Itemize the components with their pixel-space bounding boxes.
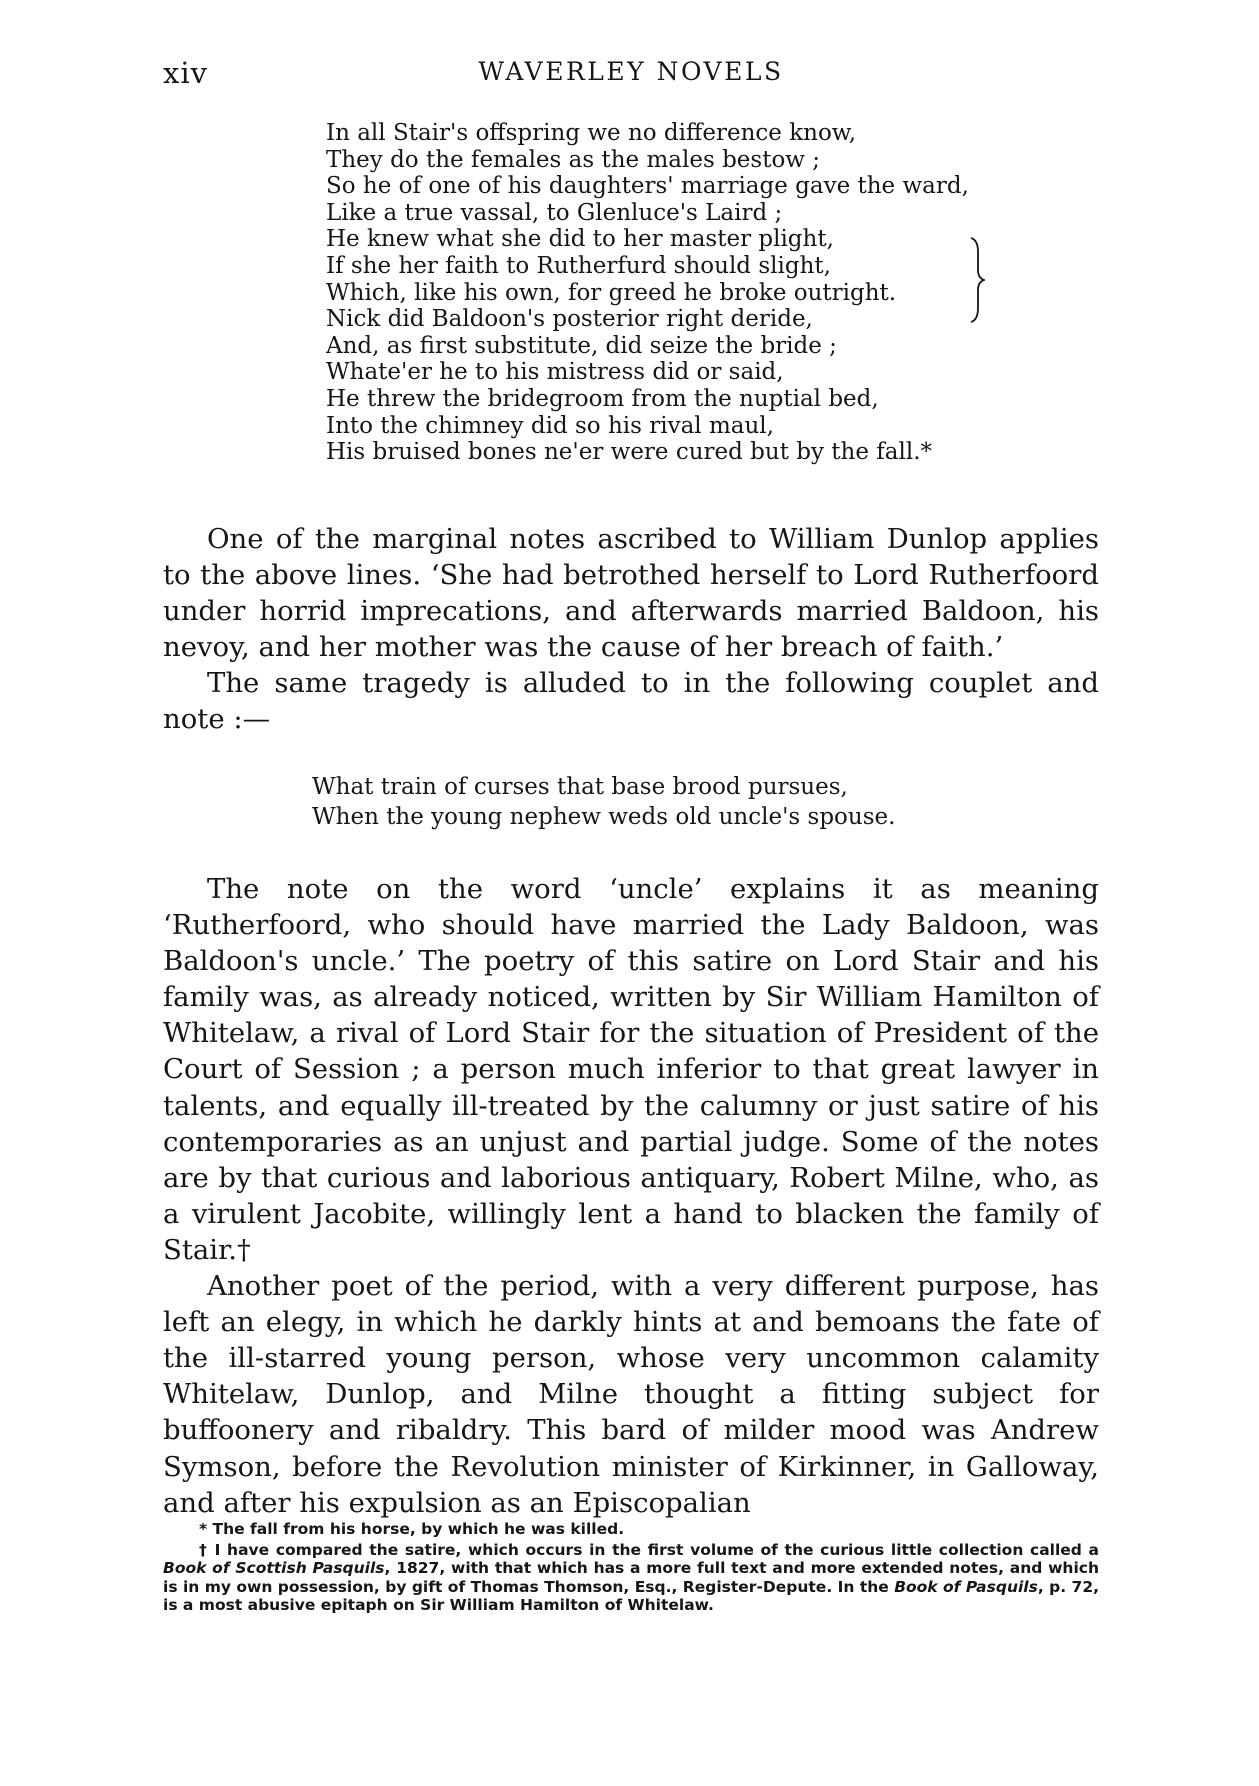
paragraph: The note on the word ‘uncle’ explains it as meaning ‘Rutherfoord, who should have married the Lady Baldoon, was Baldoon's uncle.’ The poetry of this satire on Lord Stair and his family was, as already noticed, written by Sir William Hamilton of Whitelaw, a rival of Lord Stair for the situation of President of the Court of Session ; a person much inferior to that great lawyer in talents, and equally ill-treated by the calumny or just satire of his contemporaries as an unjust and partial judge. Some of the notes are by that curious and laborious antiquary, Robert Milne, who, as a virulent Jacobite, willingly lent a hand to blacken the family of Stair.† bbox=[163, 873, 1099, 1266]
verse-line: If she her faith to Rutherfurd should slight, bbox=[326, 252, 831, 279]
footnote-text: † I have compared the satire, which occurs in the first volume of the curious little collection called a bbox=[199, 1540, 1099, 1559]
verse-line: Which, like his own, for greed he broke outright. bbox=[326, 279, 897, 306]
running-title: WAVERLEY NOVELS bbox=[478, 57, 784, 86]
verse-line: So he of one of his daughters' marriage gave the ward, bbox=[326, 173, 969, 200]
quoted-couplet bbox=[312, 772, 895, 832]
footnote-asterisk: * The fall from his horse, by which he was killed. bbox=[199, 1520, 625, 1538]
book-title: Book of Scottish Pasquils bbox=[163, 1559, 385, 1577]
verse-line: He knew what she did to her master plight, bbox=[326, 226, 834, 253]
book-title: Book of Pasquils bbox=[894, 1577, 1038, 1596]
commentary-lower bbox=[163, 871, 1099, 1521]
commentary-upper bbox=[163, 521, 1099, 737]
verse-line: He threw the bridegroom from the nuptial bed, bbox=[326, 385, 879, 412]
footnote-text: , p. 72, is a most abusive epitaph on Sir William Hamilton of Whitelaw. bbox=[163, 1577, 1100, 1614]
triplet-brace bbox=[969, 236, 985, 324]
verse-line: Like a true vassal, to Glenluce's Laird ; bbox=[326, 199, 783, 226]
couplet-line: When the young nephew weds old uncle's spouse. bbox=[312, 804, 896, 830]
footnote-dagger bbox=[163, 1541, 1099, 1615]
verse-line: His bruised bones ne'er were cured but by the fall.* bbox=[326, 439, 933, 466]
verse-line: Nick did Baldoon's posterior right deride, bbox=[326, 306, 813, 333]
running-header bbox=[163, 56, 1099, 100]
verse-line: Whate'er he to his mistress did or said, bbox=[326, 359, 784, 386]
page-number: xiv bbox=[163, 56, 209, 90]
couplet-line: What train of curses that base brood pursues, bbox=[312, 774, 848, 800]
paragraph: One of the marginal notes ascribed to William Dunlop applies to the above lines. ‘She had betrothed herself to Lord Rutherfoord under horrid imprecations, and afterwards married Baldoon, his nevoy, and her mother was the cause of her breach of faith.’ bbox=[163, 523, 1099, 663]
verse-line: In all Stair's offspring we no difference know, bbox=[326, 120, 857, 146]
verse-line: Into the chimney did so his rival maul, bbox=[326, 412, 774, 439]
footnotes bbox=[163, 1520, 1099, 1615]
paragraph: The same tragedy is alluded to in the following couplet and note :— bbox=[163, 667, 1099, 735]
verse-line: They do the females as the males bestow ; bbox=[326, 146, 821, 173]
footnote-text: , 1827, with that which has a more full text and more extended notes, and which is in my own possession, by gift of Thomas Thomson, Esq., Register-Depute. In the bbox=[163, 1559, 1100, 1596]
verse-line: And, as first substitute, did seize the bride ; bbox=[326, 332, 837, 359]
paragraph: Another poet of the period, with a very different purpose, has left an elegy, in which he darkly hints at and bemoans the fate of the ill-starred young person, whose very uncommon calamity Whitelaw, Dunlop, and Milne thought a fitting subject for buffoonery and ribaldry. This bard of milder mood was Andrew Symson, before the Revolution minister of Kirkinner, in Galloway, and after his expulsion as an Episcopalian bbox=[163, 1270, 1099, 1519]
satire-verse bbox=[326, 120, 969, 466]
